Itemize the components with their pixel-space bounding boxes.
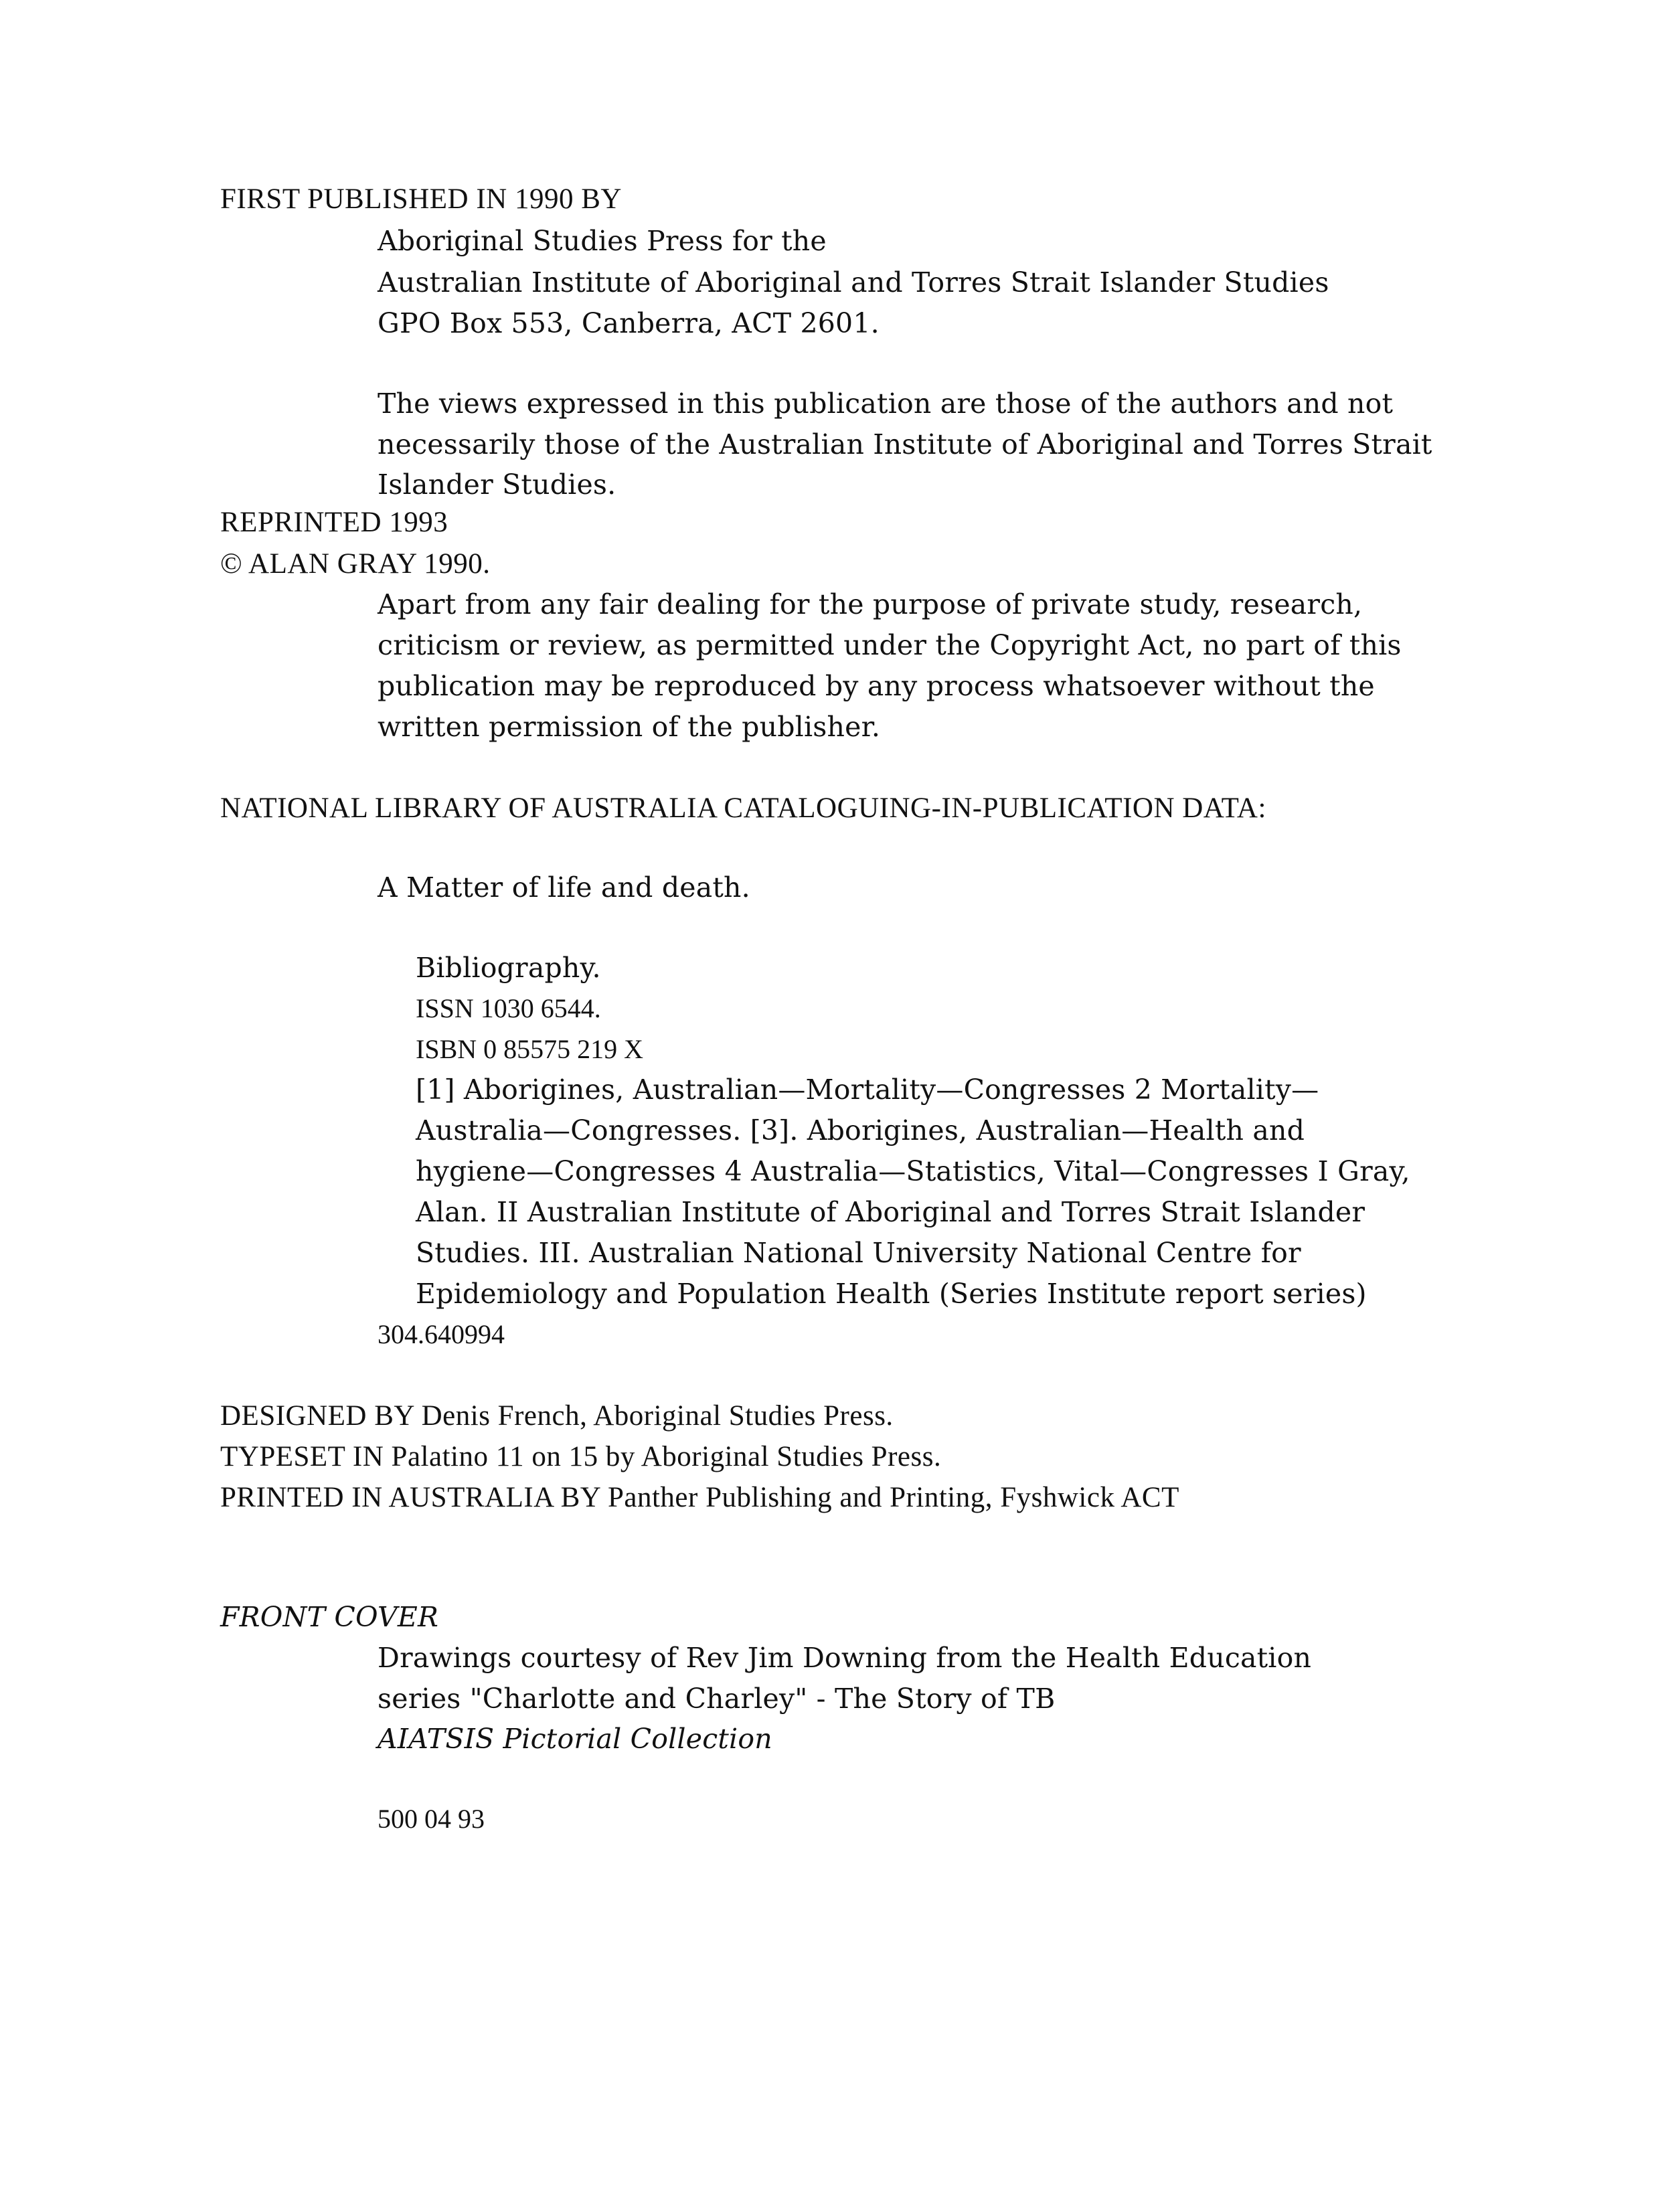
cip-subject-line: Australia—Congresses. [3]. Aborigines, Australian—Health and [416,1114,1305,1146]
copyright-notice-line: written permission of the publisher. [378,711,881,743]
publisher-line: Australian Institute of Aboriginal and Torres Strait Islander Studies [378,266,1329,299]
copyright-line: © ALAN GRAY 1990. [220,548,491,580]
disclaimer-line: Islander Studies. [378,469,616,501]
cip-issn: ISSN 1030 6544. [416,993,601,1023]
document-code: 500 04 93 [378,1804,485,1834]
reprinted-line: REPRINTED 1993 [220,507,448,538]
cip-classification: 304.640994 [378,1319,505,1349]
cip-subject-line: hygiene—Congresses 4 Australia—Statistics, Vital—Congresses I Gray, [416,1155,1410,1187]
cip-title: A Matter of life and death. [378,871,750,904]
copyright-notice-line: criticism or review, as permitted under the Copyright Act, no part of this [378,629,1402,661]
cip-subject-line: [1] Aborigines, Australian—Mortality—Congresses 2 Mortality— [416,1074,1319,1106]
designed-by-line: DESIGNED BY Denis French, Aboriginal Studies Press. [220,1400,894,1432]
printed-line: PRINTED IN AUSTRALIA BY Panther Publishing and Printing, Fyshwick ACT [220,1482,1179,1513]
cip-isbn: ISBN 0 85575 219 X [416,1034,644,1064]
front-cover-line: series "Charlotte and Charley" - The Story of TB [378,1683,1056,1715]
publisher-line: GPO Box 553, Canberra, ACT 2601. [378,307,880,339]
disclaimer-line: The views expressed in this publication are those of the authors and not [378,388,1394,420]
cip-bibliography: Bibliography. [416,952,601,984]
front-cover-heading: FRONT COVER [220,1601,439,1633]
publisher-line: Aboriginal Studies Press for the [378,225,827,257]
front-cover-collection: AIATSIS Pictorial Collection [378,1723,772,1755]
cip-subject-line: Epidemiology and Population Health (Series Institute report series) [416,1278,1367,1310]
first-published-heading: FIRST PUBLISHED IN 1990 BY [220,183,622,215]
cip-subject-line: Alan. II Australian Institute of Aboriginal and Torres Strait Islander [416,1196,1365,1228]
disclaimer-line: necessarily those of the Australian Institute of Aboriginal and Torres Strait [378,428,1432,460]
typeset-line: TYPESET IN Palatino 11 on 15 by Aboriginal Studies Press. [220,1441,942,1472]
cip-subject-line: Studies. III. Australian National University National Centre for [416,1237,1301,1269]
copyright-notice-line: Apart from any fair dealing for the purpose of private study, research, [378,588,1363,620]
front-cover-line: Drawings courtesy of Rev Jim Downing from the Health Education [378,1642,1312,1674]
cip-heading: NATIONAL LIBRARY OF AUSTRALIA CATALOGUING-IN-PUBLICATION DATA: [220,792,1266,824]
copyright-notice-line: publication may be reproduced by any process whatsoever without the [378,670,1375,702]
